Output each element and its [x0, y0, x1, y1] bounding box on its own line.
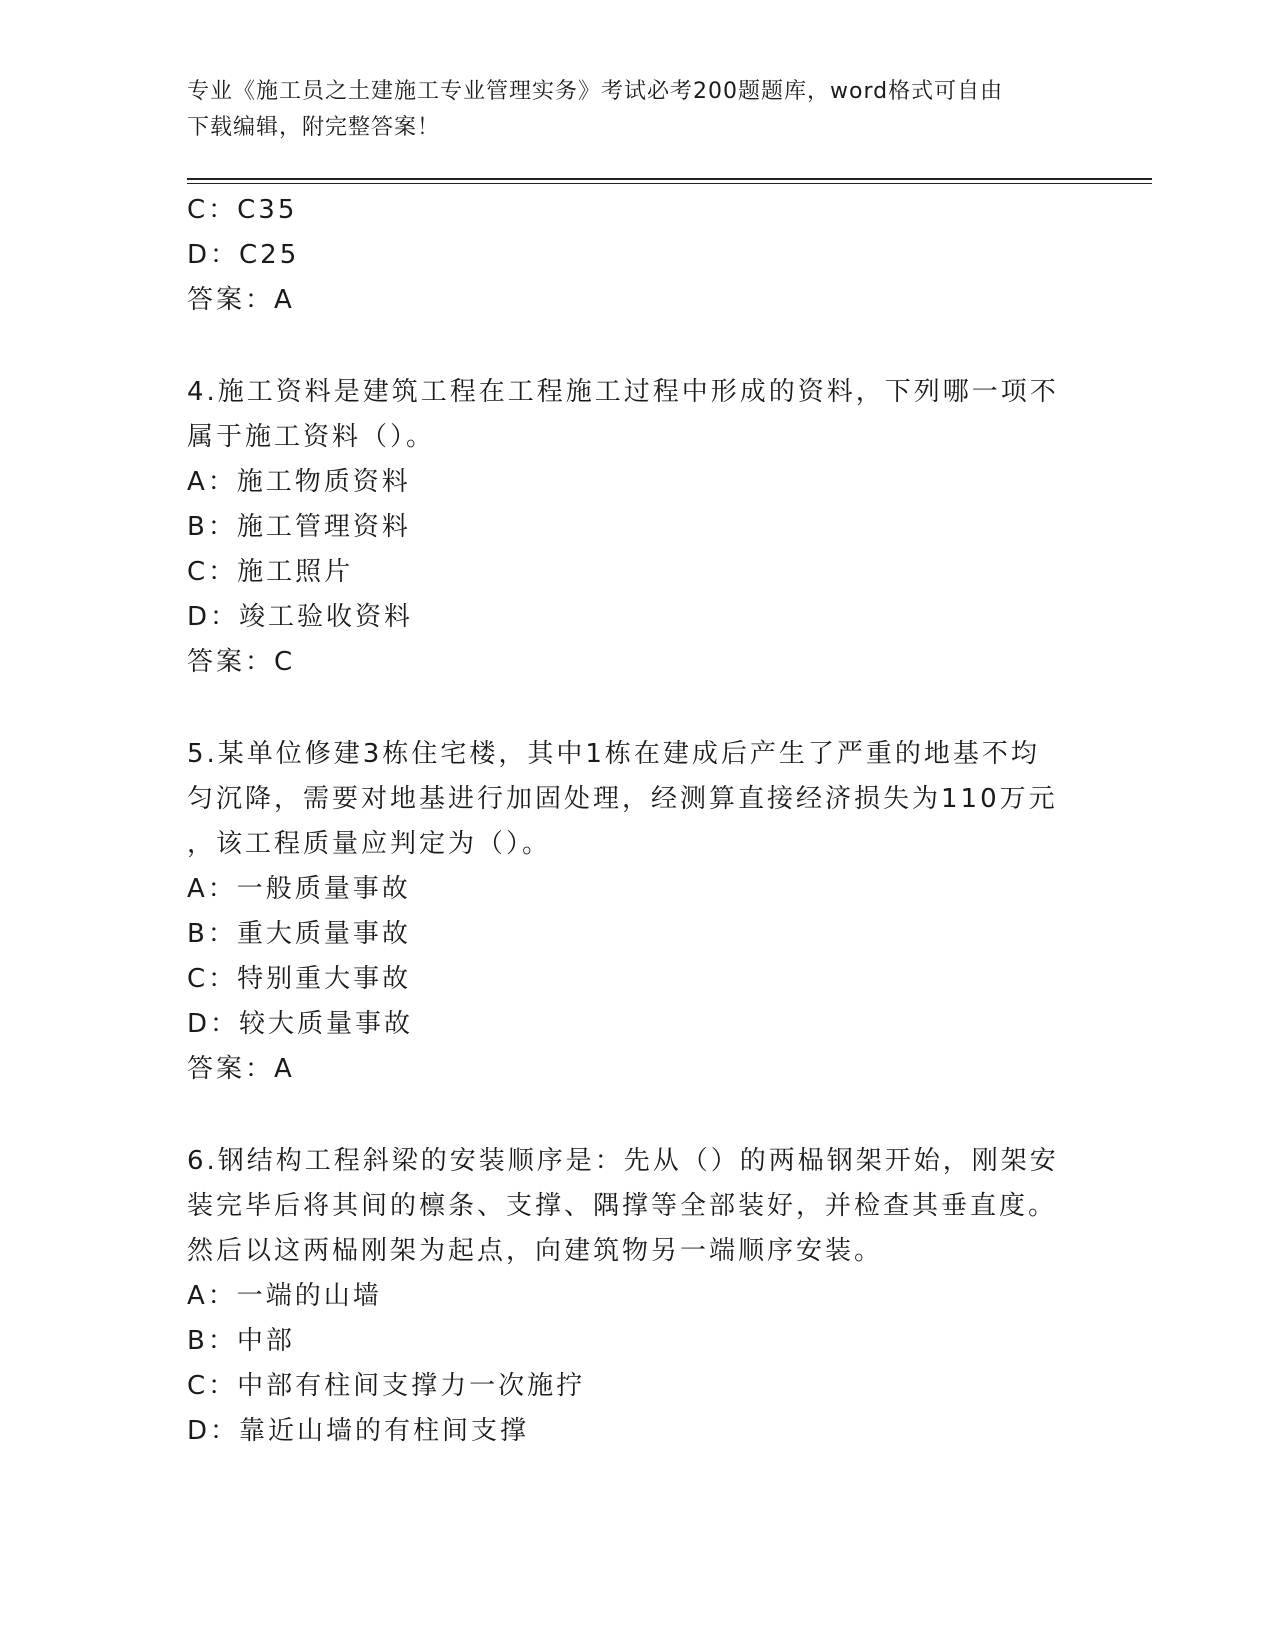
q5-option-c: C：特别重大事故 — [187, 964, 412, 994]
q4-option-d: D：竣工验收资料 — [187, 602, 414, 632]
q6-option-d: D：靠近山墙的有柱间支撑 — [187, 1416, 530, 1446]
q5-stem-line-1: 5.某单位修建3栋住宅楼，其中1栋在建成后产生了严重的地基不均 — [187, 739, 1040, 769]
q5-stem-line-3: ，该工程质量应判定为（）。 — [187, 829, 552, 859]
document-header — [187, 74, 1067, 146]
q6-option-a: A：一端的山墙 — [187, 1281, 382, 1311]
q6-stem-line-2: 装完毕后将其间的檩条、支撑、隅撑等全部装好，并检查其垂直度。 — [187, 1191, 1058, 1221]
header-line-2: 下载编辑，附完整答案！ — [187, 115, 441, 140]
header-rule-thin — [187, 183, 1152, 184]
q4-option-a: A：施工物质资料 — [187, 467, 411, 497]
spacer — [187, 323, 1087, 370]
q5-option-a: A：一般质量事故 — [187, 874, 411, 904]
question-content — [187, 188, 1087, 1454]
spacer — [187, 685, 1087, 732]
header-rule-thick — [187, 178, 1152, 180]
q6-option-c: C：中部有柱间支撑力一次施拧 — [187, 1371, 586, 1401]
q6-stem-line-1: 6.钢结构工程斜梁的安装顺序是：先从（）的两榀钢架开始，刚架安 — [187, 1146, 1059, 1176]
q4-option-c: C：施工照片 — [187, 557, 354, 587]
header-line-1: 专业《施工员之土建施工专业管理实务》考试必考200题题库，word格式可自由 — [187, 79, 1004, 104]
q3-option-d: D：C25 — [187, 240, 300, 270]
q5-option-d: D：较大质量事故 — [187, 1009, 414, 1039]
q5-option-b: B：重大质量事故 — [187, 919, 411, 949]
spacer — [187, 1092, 1087, 1139]
question-6 — [187, 1139, 1087, 1454]
q4-stem-line-2: 属于施工资料（）。 — [187, 422, 436, 452]
q4-option-b: B：施工管理资料 — [187, 512, 411, 542]
q3-option-c: C：C35 — [187, 195, 298, 225]
q4-stem-line-1: 4.施工资料是建筑工程在工程施工过程中形成的资料，下列哪一项不 — [187, 377, 1059, 407]
q5-answer: 答案：A — [187, 1054, 295, 1084]
question-4 — [187, 370, 1087, 685]
q6-option-b: B：中部 — [187, 1326, 295, 1356]
q5-stem-line-2: 匀沉降，需要对地基进行加固处理，经测算直接经济损失为110万元 — [187, 784, 1058, 814]
question-3-tail — [187, 188, 1087, 323]
question-5 — [187, 732, 1087, 1092]
q3-answer: 答案：A — [187, 285, 295, 315]
q6-stem-line-3: 然后以这两榀刚架为起点，向建筑物另一端顺序安装。 — [187, 1236, 884, 1266]
q4-answer: 答案：C — [187, 647, 296, 677]
